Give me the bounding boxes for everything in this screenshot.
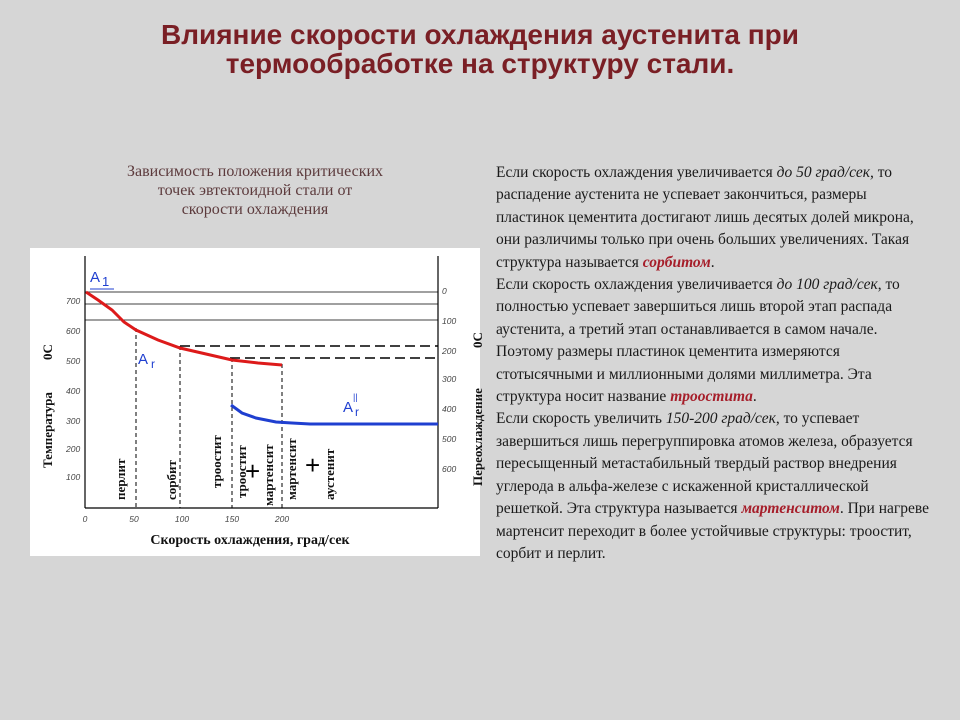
curve-ar1 xyxy=(86,292,282,365)
cooling-rate-chart xyxy=(30,248,485,556)
label-ar2: A xyxy=(343,399,354,416)
term-sorbite: сорбитом xyxy=(642,253,711,271)
label-ar2-sub: r xyxy=(355,405,359,419)
y-tick-left-200: 200 xyxy=(66,444,81,454)
term-troostite: троостита xyxy=(670,388,753,406)
p1-text-a: Если скорость охлаждения увеличивается xyxy=(496,164,777,181)
p1-rate: до 50 град/сек, xyxy=(776,164,874,181)
label-a1: A xyxy=(90,269,101,286)
y-axis-left-label: Температура xyxy=(40,392,55,468)
chart-svg xyxy=(30,248,485,556)
curve-ar2 xyxy=(231,405,438,424)
x-tick-50: 50 xyxy=(129,514,139,524)
label-ar2-sup: || xyxy=(353,392,358,402)
region-label-troostite-1: троостит xyxy=(209,435,224,488)
x-axis-label: Скорость охлаждения, град/сек xyxy=(150,533,350,548)
paragraph-sorbite xyxy=(496,162,936,274)
caption-line-2: точек эвтектоидной стали от xyxy=(157,182,353,199)
explanation-text xyxy=(496,162,936,565)
term-martensite: мартенситом xyxy=(741,500,840,518)
x-tick-150: 150 xyxy=(224,514,240,524)
y-tick-left-300: 300 xyxy=(66,416,81,426)
x-tick-200: 200 xyxy=(274,514,290,524)
x-tick-100: 100 xyxy=(174,514,190,524)
y-tick-right-0: 0 xyxy=(442,286,447,296)
region-label-troostite-2: троостит xyxy=(234,445,249,498)
caption-line-1: Зависимость положения критических xyxy=(126,163,384,180)
y-axis-left-unit: 0С xyxy=(40,344,55,360)
region-label-martensite-2: мартенсит xyxy=(284,438,299,500)
y-tick-right-600: 600 xyxy=(442,464,457,474)
region-label-austenite: аустенит xyxy=(322,448,337,500)
p2-text-d: . xyxy=(752,388,757,406)
y-tick-left-400: 400 xyxy=(66,386,81,396)
plus-marker-2: + xyxy=(305,450,321,480)
p1-text-d: . xyxy=(710,253,715,271)
y-tick-right-100: 100 xyxy=(442,316,457,326)
y-tick-left-700: 700 xyxy=(66,296,81,306)
region-label-perlite: перлит xyxy=(113,458,128,500)
p3-text-c: , то успевает завершиться лишь перегруппировка атомов железа, образуется пересыщенный метастабильный твердый раствор внедрения углерода в альфа-железе с искаженной кристаллической решеткой. Эта структура называется xyxy=(496,410,913,518)
y-tick-right-500: 500 xyxy=(442,434,457,444)
p1-text-c: то распадение аустенита не успевает закончиться, размеры пластинок цементита достигают лишь десятых долей микрона, они различимы только при очень больших увеличениях. Такая структура называется xyxy=(496,164,914,271)
y-tick-right-300: 300 xyxy=(442,374,457,384)
p2-text-c: , то полностью успевает завершиться лишь второй этап распада аустенита, а третий этап останавливается в самом начале. Поэтому размеры пластинок цементита измеряются стотысячными и миллионными долями миллиметра. Эта структура носит название xyxy=(496,276,900,406)
y-tick-left-500: 500 xyxy=(66,356,81,366)
chart-caption xyxy=(60,162,450,219)
paragraph-troostite xyxy=(496,274,936,408)
y-tick-left-100: 100 xyxy=(66,472,81,482)
p3-text-a: Если скорость увеличить xyxy=(496,410,666,428)
label-ar1-sub: r xyxy=(151,357,155,371)
slide-title-line-1: Влияние скорости охлаждения аустенита при xyxy=(161,19,799,50)
label-a1-sub: 1 xyxy=(102,274,110,289)
slide-title xyxy=(60,20,900,78)
caption-line-3: скорости охлаждения xyxy=(181,201,329,218)
region-label-martensite-1: мартенсит xyxy=(261,444,276,506)
reference-lines xyxy=(85,292,438,320)
region-label-sorbite: сорбит xyxy=(164,460,179,500)
label-ar1: A xyxy=(138,351,149,368)
x-tick-0: 0 xyxy=(82,514,88,524)
y-tick-right-200: 200 xyxy=(442,346,457,356)
paragraph-martensite xyxy=(496,408,936,565)
plus-marker-1: + xyxy=(245,456,261,486)
slide-title-line-2: термообработке на структуру стали. xyxy=(225,48,735,79)
y-axis-right-label: Переохлаждение xyxy=(470,388,485,486)
p3-text-d: . При нагреве мартенсит переходит в более устойчивые структуры: троостит, сорбит и перлит. xyxy=(496,500,929,562)
p2-rate: до 100 град/сек xyxy=(776,276,878,294)
y-tick-right-400: 400 xyxy=(442,404,457,414)
y-axis-right-unit: 0С xyxy=(470,332,485,348)
p2-text-a: Если скорость охлаждения увеличивается xyxy=(496,276,777,294)
p3-rate: 150-200 град/сек xyxy=(665,410,776,428)
y-tick-left-600: 600 xyxy=(66,326,81,336)
